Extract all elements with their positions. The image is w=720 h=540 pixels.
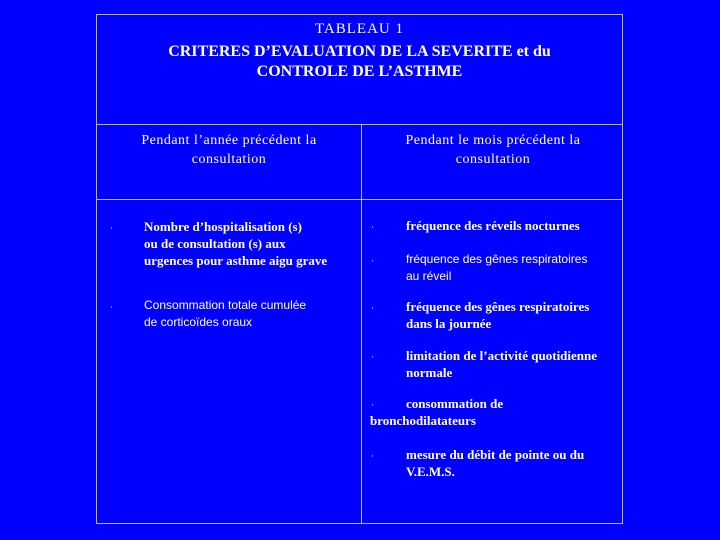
list-item-line: fréquence des réveils nocturnes bbox=[406, 218, 580, 233]
list-item-reveils-nocturnes bbox=[406, 217, 580, 234]
list-item-line: ou de consultation (s) aux bbox=[144, 236, 286, 251]
table-title-line-2: CONTROLE DE L’ASTHME bbox=[256, 63, 463, 80]
list-item-line: limitation de l’activité quotidienne bbox=[406, 348, 598, 363]
list-item-hospitalisations bbox=[144, 218, 327, 269]
bullet-icon: · bbox=[371, 451, 374, 461]
column-header-month-line-2: consultation bbox=[455, 152, 531, 167]
list-item-genes-reveil bbox=[406, 251, 587, 285]
list-item-line: de corticoïdes oraux bbox=[144, 315, 253, 329]
bullet-icon: · bbox=[371, 400, 374, 410]
list-item-line: V.E.M.S. bbox=[406, 464, 455, 479]
column-header-month-line-1: Pendant le mois précédent la bbox=[405, 133, 581, 148]
column-header-year-line-1: Pendant l’année précédent la bbox=[141, 133, 317, 148]
bullet-icon: · bbox=[371, 352, 374, 362]
bullet-icon: · bbox=[371, 256, 374, 266]
list-item-limitation-activite bbox=[406, 347, 597, 381]
criteria-table bbox=[96, 14, 623, 524]
table-number: TABLEAU 1 bbox=[314, 21, 405, 37]
list-item-genes-journee bbox=[406, 298, 589, 332]
header-divider bbox=[97, 199, 622, 200]
list-item-line: fréquence des gênes respiratoires bbox=[406, 252, 588, 266]
bullet-icon: · bbox=[371, 222, 374, 232]
list-item-debit-pointe bbox=[406, 446, 584, 480]
list-item-line: dans la journée bbox=[406, 316, 492, 331]
bullet-icon: · bbox=[371, 303, 374, 313]
list-item-bronchodilatateurs-line-2: bronchodilatateurs bbox=[370, 413, 476, 428]
list-item-line: urgences pour asthme aigu grave bbox=[144, 253, 328, 268]
table-title bbox=[97, 42, 622, 82]
list-item-line: mesure du débit de pointe ou du bbox=[406, 447, 585, 462]
bullet-icon: · bbox=[110, 302, 113, 312]
bullet-icon: · bbox=[110, 223, 113, 233]
column-divider bbox=[361, 124, 362, 523]
column-header-month bbox=[362, 131, 624, 169]
list-item-line: Consommation totale cumulée bbox=[144, 298, 307, 312]
list-item-line: normale bbox=[406, 365, 453, 380]
column-header-year bbox=[97, 131, 361, 169]
title-divider bbox=[97, 124, 622, 125]
list-item-bronchodilatateurs-line-1: consommation de bbox=[406, 396, 504, 411]
list-item-line: fréquence des gênes respiratoires bbox=[406, 299, 590, 314]
list-item-corticoides bbox=[144, 297, 306, 331]
table-title-line-1: CRITERES D’EVALUATION DE LA SEVERITE et du bbox=[168, 43, 551, 60]
list-item-line: Nombre d’hospitalisation (s) bbox=[144, 219, 302, 234]
column-header-year-line-2: consultation bbox=[191, 152, 267, 167]
list-item-line: au réveil bbox=[406, 269, 452, 283]
